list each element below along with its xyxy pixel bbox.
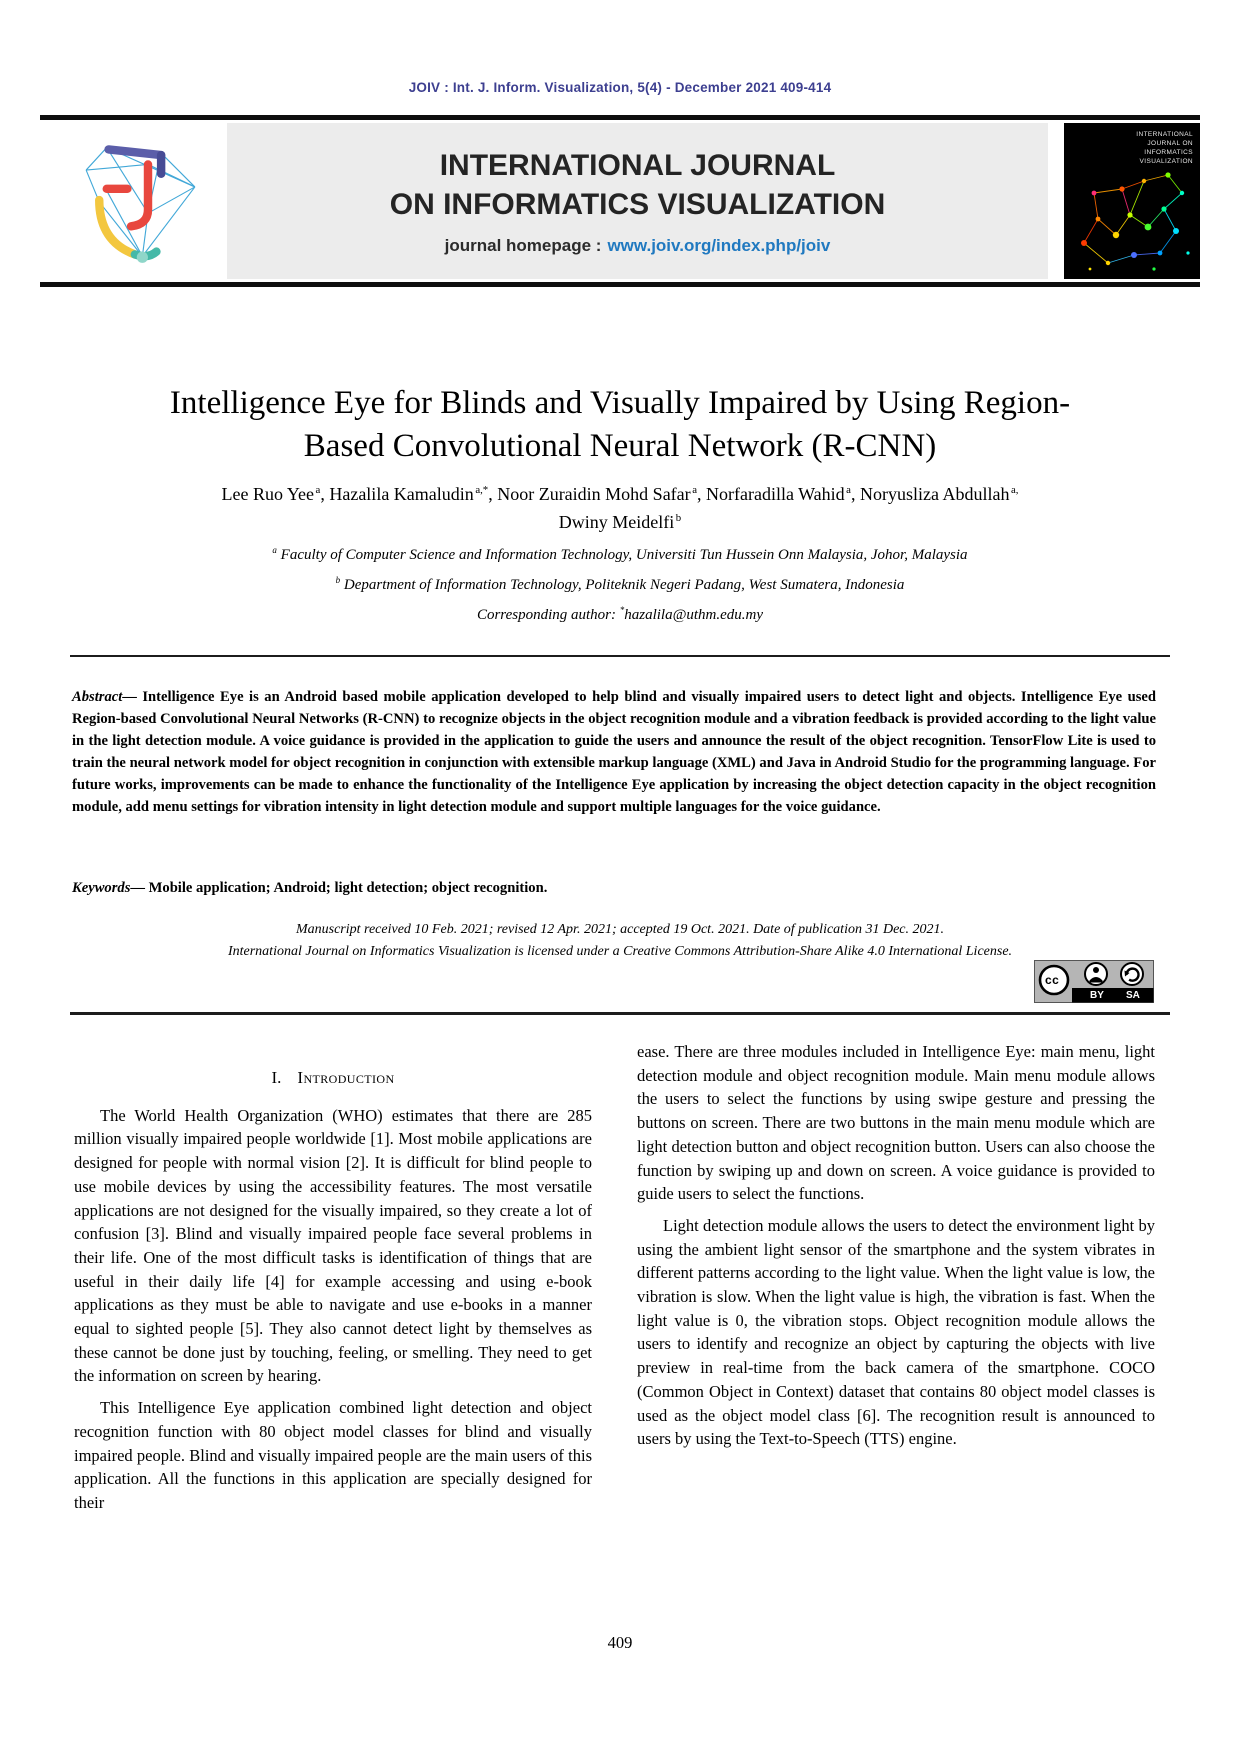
cc-by-sa-license-badge[interactable] [1034, 960, 1154, 1003]
author-3: Noor Zuraidin Mohd Safar $^a$, [497, 484, 706, 504]
author-2-affil-sup: a,* [475, 484, 489, 496]
author-6: Dwiny Meidelfi $^b$ [558, 512, 682, 532]
manuscript-dates: Manuscript received 10 Feb. 2021; revised 12 Apr. 2021; accepted 19 Oct. 2021. Date of publication 31 Dec. 2021. [295, 922, 944, 937]
affiliation-a: $^a$ Faculty of Computer Science and Information Technology, Universiti Tun Hussein Onn Malaysia, Johor, Malaysia [272, 545, 968, 563]
joiv-logo-art [58, 130, 208, 272]
authors-line [70, 480, 1170, 536]
column-left [74, 1040, 592, 1523]
homepage-url-link[interactable]: www.joiv.org/index.php/joiv [607, 236, 831, 255]
cc-label: cc [1045, 973, 1060, 987]
corresponding-email-link[interactable]: hazalila@uthm.edu.my [624, 607, 764, 623]
corresponding-author: Corresponding author: *hazalila@uthm.edu.my [476, 605, 764, 623]
journal-banner [40, 115, 1200, 287]
author-4: Norfaradilla Wahid $^a$, [705, 484, 860, 504]
banner-center [227, 123, 1048, 279]
keywords-label: Keywords [72, 880, 131, 896]
corresponding-star: * [619, 605, 625, 615]
joiv-logo [40, 123, 225, 279]
body-paragraph: This Intelligence Eye application combined light detection and object recognition function with 80 object model classes for blind and visually impaired people. Blind and visually impaired people are the main users of this application. All the functions in this application are specially designed for their [74, 1398, 592, 1512]
article-title: Intelligence Eye for Blinds and Visually Impaired by Using Region- Based Convolutional Neural Network (R-CNN) [169, 385, 1071, 464]
author-2: Hazalila Kamaludin $^{a,*}$, [329, 484, 498, 504]
abstract-label: Abstract [72, 689, 123, 705]
journal-name: INTERNATIONAL JOURNAL ON INFORMATICS VISUALIZATION [389, 149, 886, 221]
body-top-rule [70, 1012, 1170, 1015]
author-1: Lee Ruo Yee $^a$, [221, 484, 330, 504]
body-paragraph: ease. There are three modules included in Intelligence Eye: main menu, light detection module and object recognition module. Main menu module allows the users to select the functions by using swipe gesture and pressing the buttons on screen. There are two buttons in the main menu module which are light detection button and object recognition button. Users can also choose the function by swiping up and down on screen. A voice guidance is provided to guide users to select the functions. [637, 1042, 1155, 1204]
author-4-affil-sup: a [846, 484, 851, 496]
cover-title: INTERNATIONAL JOURNAL ON INFORMATICS VISUALIZATION [1136, 131, 1193, 165]
author-1-affil-sup: a [315, 484, 321, 496]
homepage-label: journal homepage : [444, 236, 602, 255]
body-paragraph: Light detection module allows the users to detect the environment light by using the ambient light sensor of the smartphone and the system vibrates in different patterns according to the light value. When the light value is low, the vibration is slow. When the light value is high, the vibration is fast. When the light value is 0, the vibration stops. Object recognition module allows the users to identify and recognize an object by capturing the objects with live preview in real-time from the back camera of the smartphone. COCO (Common Object in Context) dataset that contains 80 object model classes is used as the object model class [6]. The recognition result is announced to users by using the Text-to-Speech (TTS) engine. [637, 1215, 1155, 1449]
page-number: 409 [607, 1633, 633, 1652]
sa-label: SA [1126, 990, 1140, 1001]
section-heading-introduction: I. Introduction [271, 1068, 395, 1087]
license-statement: International Journal on Informatics Visualization is licensed under a Creative Commons Attribution-Share Alike 4.0 International License. [227, 944, 1013, 959]
author-5-affil-sup: a, [1010, 484, 1019, 496]
affiliation-b: $^b$ Department of Information Technology, Politeknik Negeri Padang, West Sumatera, Indonesia [335, 575, 905, 593]
abstract-top-rule [70, 655, 1170, 657]
keywords: Keywords— Mobile application; Android; light detection; object recognition. [72, 880, 548, 896]
author-6-affil-sup: b [675, 512, 682, 524]
manuscript-history [70, 919, 1170, 963]
body-paragraph: The World Health Organization (WHO) estimates that there are 285 million visually impaired people worldwide [1]. Most mobile applications are designed for people with normal vision [2]. It is difficult for blind people to use mobile devices by using the accessibility features. The most versatile applications are not designed for the visually impaired, so they create a lot of confusion [3]. Blind and visually impaired people face several problems in their life. One of the most difficult tasks is identification of things that are useful in their daily life [4] for example accessing and using e-book applications as they must be able to navigate and use e-books in a manner equal to sighted people [5]. They also cannot detect light by themselves as these cannot be done just by touching, feeling, or smelling. They need to get the information on screen by hearing. [74, 1105, 592, 1386]
abstract: Abstract— Intelligence Eye is an Android based mobile application developed to help blind and visually impaired users to detect light and objects. Intelligence Eye used Region-based Convolutional Neural Networks (R-CNN) to recognize objects in the object recognition module and a vibration feedback is provided according to the light value in the light detection module. A voice guidance is provided in the application to guide the users and announce the result of the object recognition. TensorFlow Lite is used to train the neural network model for object recognition in conjunction with extensible markup language (XML) and Java in Android Studio for the programming language. For future works, improvements can be made to enhance the functionality of the Intelligence Eye application by increasing the object detection capacity in the object recognition module, add menu settings for vibration intensity in light detection module and support multiple languages for the voice guidance. [72, 689, 1156, 815]
banner-bottom-rule [40, 282, 1200, 287]
journal-citation: JOIV : Int. J. Inform. Visualization, 5(4) - December 2021 409-414 [408, 80, 832, 95]
author-5: Noryusliza Abdullah $^{a,}$ [859, 484, 1019, 504]
by-label: BY [1090, 990, 1104, 1001]
affiliations-block [70, 540, 1170, 630]
column-right [637, 1040, 1155, 1459]
author-3-affil-sup: a [692, 484, 697, 496]
journal-cover [1064, 123, 1200, 279]
